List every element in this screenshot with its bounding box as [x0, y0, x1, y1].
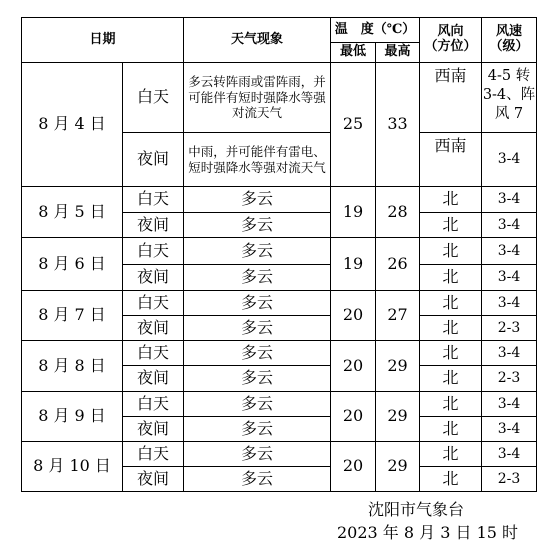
header-date: 日期: [22, 18, 184, 63]
header-max: 最高: [376, 43, 420, 63]
wind-speed-night: 3-4: [482, 265, 537, 291]
wind-speed-day: 3-4: [482, 291, 537, 316]
temp-min: 20: [331, 341, 376, 392]
period-day: 白天: [123, 291, 184, 316]
wind-direction-night: 北: [420, 265, 482, 291]
header-phenomenon: 天气现象: [184, 18, 331, 63]
temp-max: 29: [376, 392, 420, 442]
wind-speed-day: 3-4: [482, 392, 537, 417]
wind-speed-night: 3-4: [482, 417, 537, 442]
wind-direction-day: 北: [420, 442, 482, 467]
period-night: 夜间: [123, 133, 184, 187]
temp-min: 20: [331, 442, 376, 492]
wind-speed-day: 3-4: [482, 187, 537, 213]
weather-night: 多云: [184, 467, 331, 492]
header-min: 最低: [331, 43, 376, 63]
header-speed: [482, 18, 537, 63]
date-cell: 8 月 5 日: [22, 187, 123, 238]
table-row: [22, 238, 537, 265]
period-day: 白天: [123, 442, 184, 467]
table-row: [22, 187, 537, 213]
date-cell: 8 月 10 日: [22, 442, 123, 492]
wind-direction-night: 北: [420, 316, 482, 341]
date-cell: 8 月 9 日: [22, 392, 123, 442]
weather-day: 多云: [184, 238, 331, 265]
temp-max: 27: [376, 291, 420, 341]
wind-direction-day: 北: [420, 291, 482, 316]
period-day: 白天: [123, 63, 184, 133]
wind-direction-day: 西南: [420, 63, 482, 133]
wind-direction-day: 北: [420, 187, 482, 213]
wind-direction-night: 北: [420, 213, 482, 238]
wind-direction-night: 北: [420, 366, 482, 392]
weather-day: 多云: [184, 392, 331, 417]
wind-speed-day: 3-4: [482, 238, 537, 265]
wind-direction-day: 北: [420, 341, 482, 366]
wind-speed-day: 3-4: [482, 442, 537, 467]
wind-speed-night: 2-3: [482, 467, 537, 492]
wind-speed-night: 3-4: [482, 133, 537, 187]
table-row: [22, 341, 537, 366]
wind-speed-day: 4-5 转 3-4、阵风 7: [482, 63, 537, 133]
temp-max: 26: [376, 238, 420, 291]
table-row: [22, 291, 537, 316]
date-cell: 8 月 8 日: [22, 341, 123, 392]
header-speed-sub: （级）: [489, 39, 529, 54]
wind-direction-night: 北: [420, 417, 482, 442]
forecast-table: [21, 17, 537, 492]
weather-day: 多云: [184, 442, 331, 467]
header-direction-label: 风向: [437, 24, 464, 40]
date-cell: 8 月 7 日: [22, 291, 123, 341]
period-night: 夜间: [123, 213, 184, 238]
period-night: 夜间: [123, 467, 184, 492]
temp-min: 20: [331, 291, 376, 341]
period-night: 夜间: [123, 366, 184, 392]
weather-night: 多云: [184, 265, 331, 291]
temp-max: 28: [376, 187, 420, 238]
wind-speed-night: 2-3: [482, 366, 537, 392]
temp-max: 29: [376, 442, 420, 492]
weather-night: 多云: [184, 366, 331, 392]
weather-day: 多云转阵雨或雷阵雨，并可能伴有短时强降水等强对流天气: [184, 63, 331, 133]
temp-min: 19: [331, 187, 376, 238]
wind-direction-night: 北: [420, 467, 482, 492]
period-night: 夜间: [123, 265, 184, 291]
forecast-table-wrapper: [21, 17, 537, 492]
wind-speed-night: 2-3: [482, 316, 537, 341]
temp-min: 20: [331, 392, 376, 442]
period-night: 夜间: [123, 417, 184, 442]
table-row: [22, 63, 537, 133]
period-night: 夜间: [123, 316, 184, 341]
weather-day: 多云: [184, 187, 331, 213]
temp-max: 33: [376, 63, 420, 187]
weather-night: 多云: [184, 417, 331, 442]
weather-day: 多云: [184, 291, 331, 316]
wind-direction-day: 北: [420, 392, 482, 417]
weather-day: 多云: [184, 341, 331, 366]
issuer-name: 沈阳市气象台: [368, 500, 465, 519]
weather-night: 中雨，并可能伴有雷电、短时强降水等强对流天气: [184, 133, 331, 187]
weather-night: 多云: [184, 316, 331, 341]
wind-direction-day: 北: [420, 238, 482, 265]
period-day: 白天: [123, 238, 184, 265]
temp-min: 25: [331, 63, 376, 187]
temp-min: 19: [331, 238, 376, 291]
wind-speed-day: 3-4: [482, 341, 537, 366]
wind-direction-night: 西南: [420, 133, 482, 187]
issued-time: 2023 年 8 月 3 日 15 时: [337, 523, 519, 542]
table-row: [22, 392, 537, 417]
header-speed-label: 风速: [495, 24, 522, 40]
table-row: [22, 442, 537, 467]
wind-speed-night: 3-4: [482, 213, 537, 238]
temp-max: 29: [376, 341, 420, 392]
period-day: 白天: [123, 341, 184, 366]
date-cell: 8 月 4 日: [22, 63, 123, 187]
period-day: 白天: [123, 187, 184, 213]
period-day: 白天: [123, 392, 184, 417]
header-direction: [420, 18, 482, 63]
header-direction-sub: （方位）: [424, 39, 477, 54]
weather-night: 多云: [184, 213, 331, 238]
header-temperature: 温 度（℃）: [331, 18, 420, 43]
date-cell: 8 月 6 日: [22, 238, 123, 291]
